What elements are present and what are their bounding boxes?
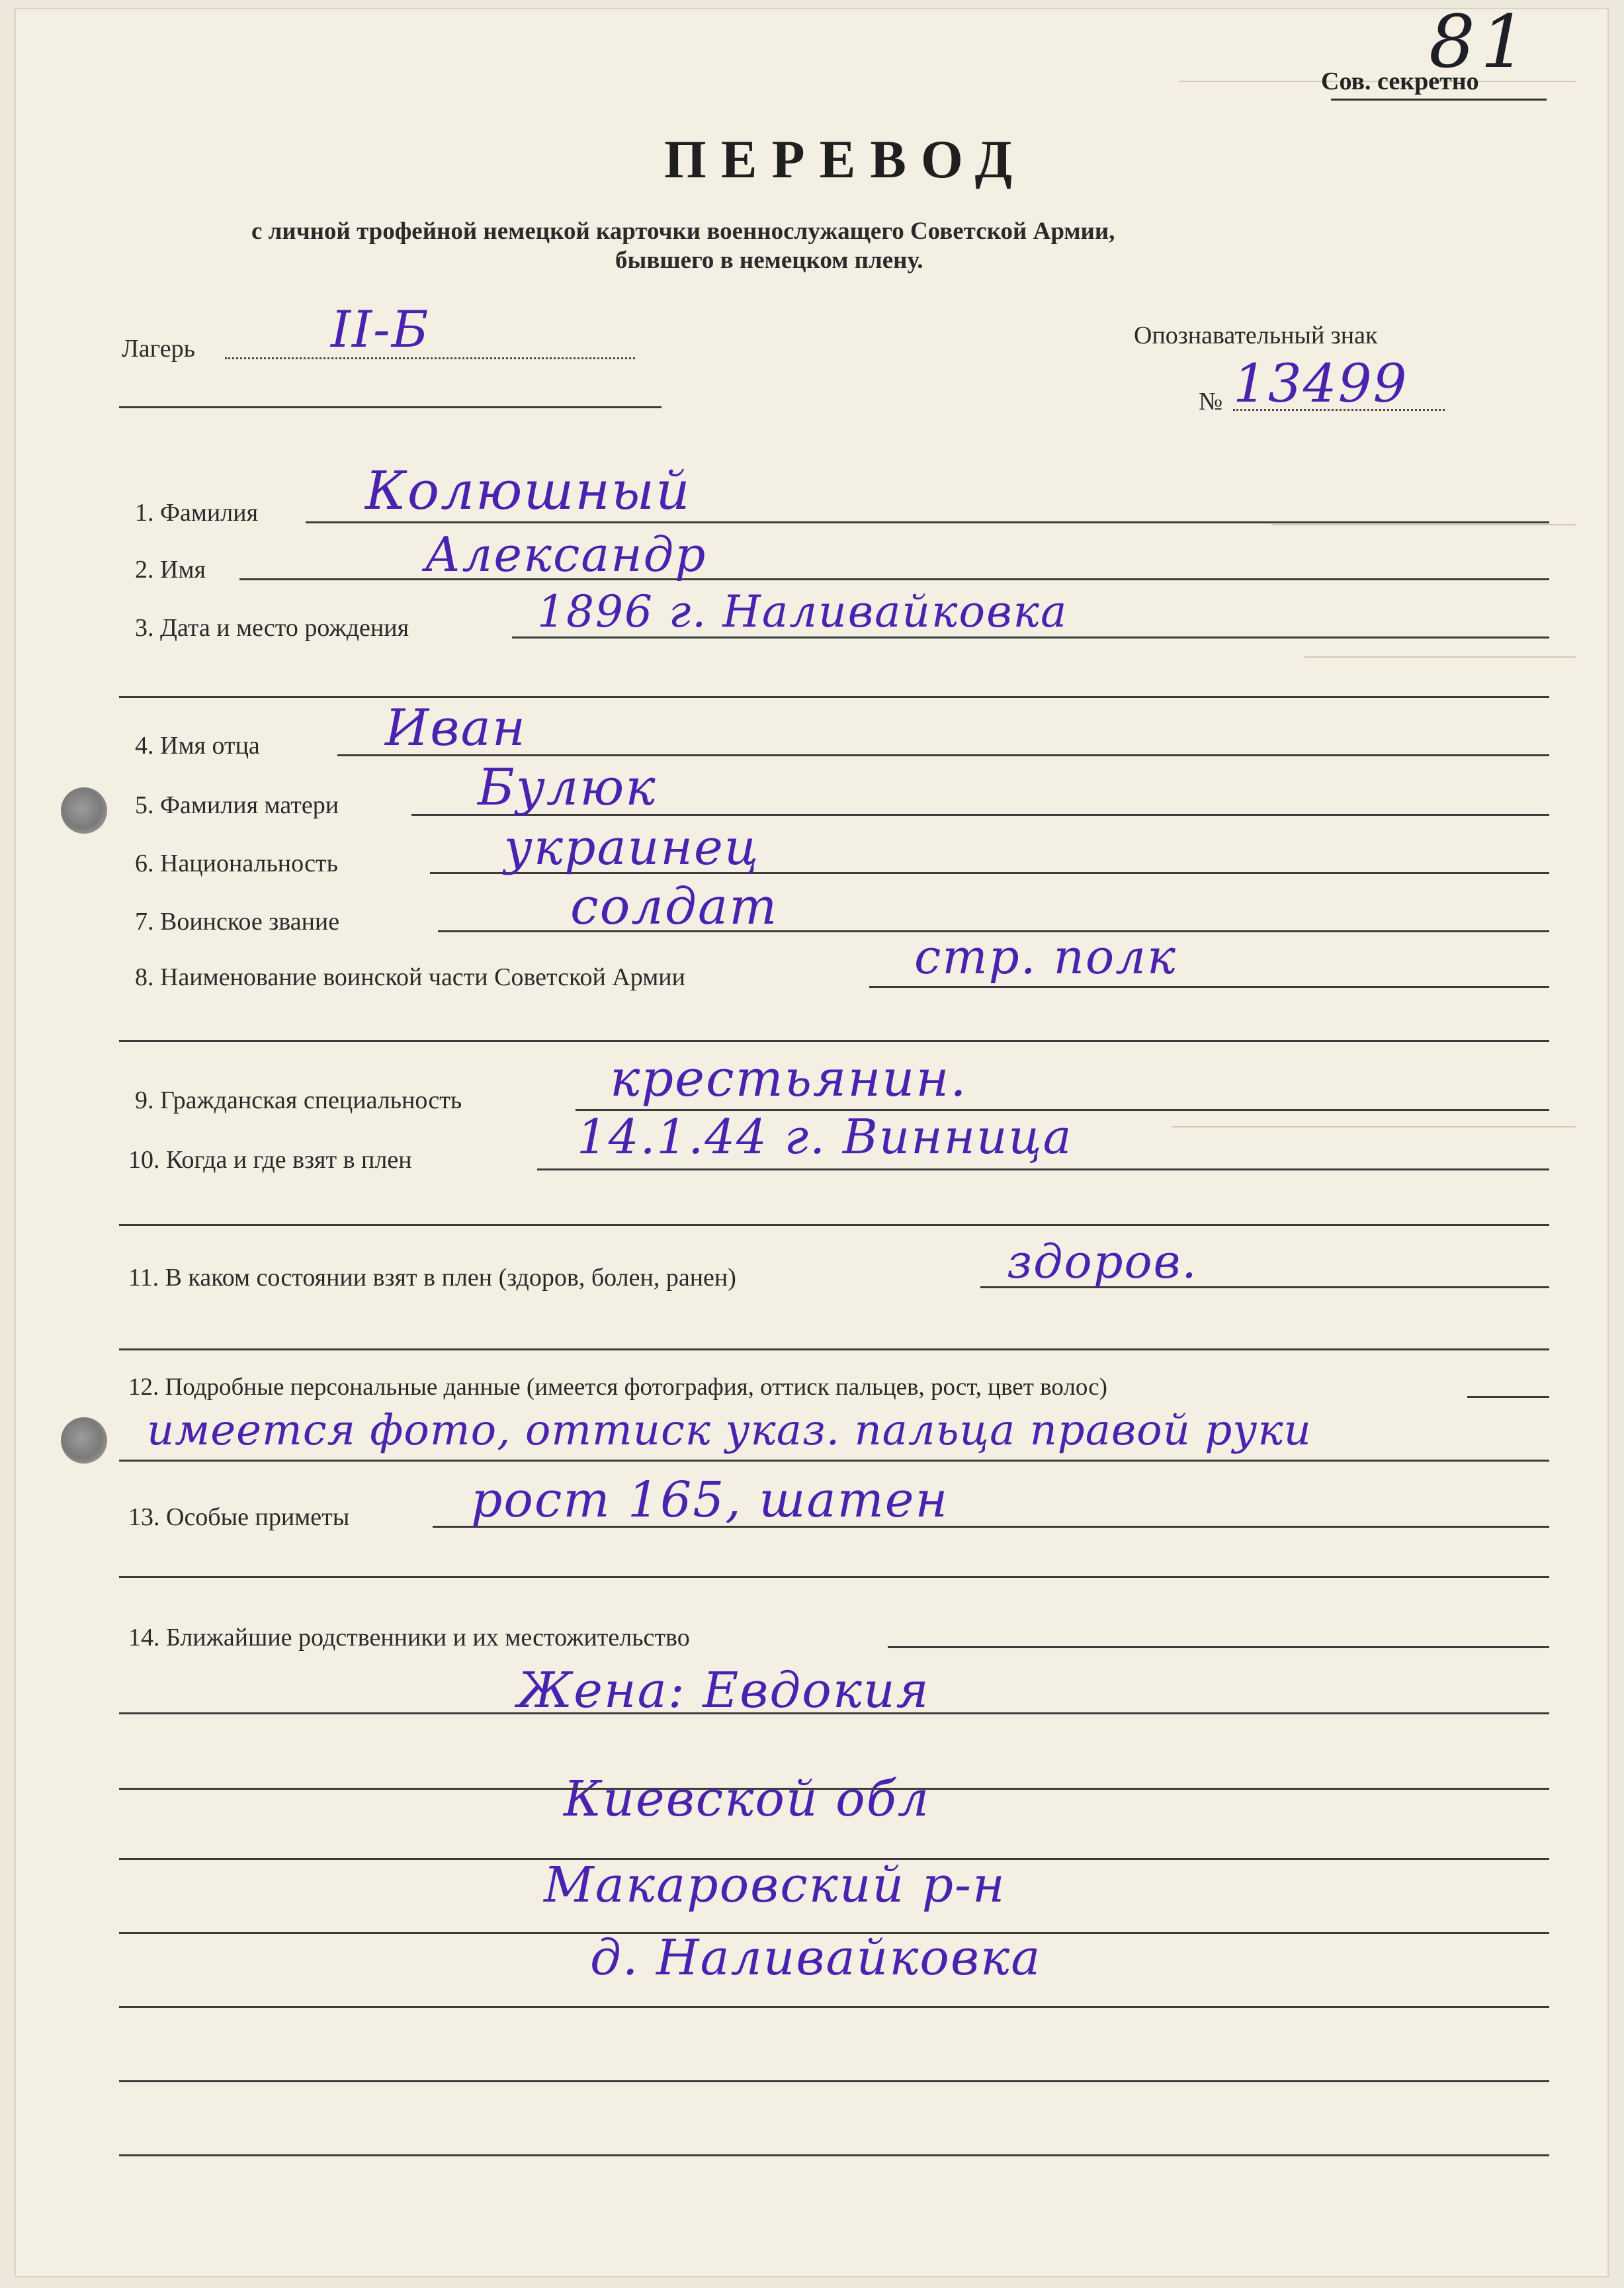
document-subtitle-line1: с личной трофейной немецкой карточки военнослужащего Советской Армии, (251, 218, 1115, 245)
field-captured-value: 14.1.44 г. Винница (577, 1109, 1073, 1165)
id-tag-label: Опознавательный знак (1134, 322, 1378, 349)
field-relatives-label: 14. Ближайшие родственники и их местожительство (128, 1624, 690, 1651)
relatives-line-3: Макаровский р-н (544, 1857, 1006, 1914)
field-birth-value: 1896 г. Наливайковка (537, 586, 1068, 637)
field-mother-value: Булюк (478, 758, 657, 816)
field-profession-label: 9. Гражданская специальность (135, 1086, 462, 1114)
document-sheet (15, 0, 1609, 2277)
field-unit-label: 8. Наименование воинской части Советской Армии (135, 963, 685, 991)
document-title: ПЕРЕВОД (664, 129, 1027, 189)
punch-hole-lower (61, 1417, 107, 1464)
field-mother-label: 5. Фамилия матери (135, 791, 339, 819)
relatives-line-1: Жена: Евдокия (517, 1662, 930, 1719)
field-personal-data-value: имеется фото, оттиск указ. пальца правой руки (147, 1406, 1312, 1455)
classification-mark: Сов. секретно (1321, 67, 1479, 95)
field-surname-label: 1. Фамилия (135, 499, 259, 527)
classification-underline (1331, 99, 1547, 101)
page-number: 81 (1429, 0, 1532, 84)
field-nationality-value: украинец (504, 819, 760, 876)
field-rank-value: солдат (570, 877, 779, 936)
field-profession-value: крестьянин. (610, 1049, 968, 1108)
field-rank-label: 7. Воинское звание (135, 908, 340, 936)
field-features-label: 13. Особые приметы (128, 1503, 350, 1531)
document-subtitle-line2: бывшего в немецком плену. (615, 247, 923, 274)
field-name-value: Александр (425, 527, 707, 582)
field-nationality-label: 6. Национальность (135, 850, 338, 877)
field-condition-label: 11. В каком состоянии взят в плен (здоров, болен, ранен) (128, 1264, 736, 1292)
field-name-label: 2. Имя (135, 556, 206, 584)
field-surname-value: Колюшный (365, 460, 691, 521)
id-tag-value: 13499 (1233, 353, 1408, 414)
field-condition-value: здоров. (1007, 1235, 1198, 1289)
relatives-line-2: Киевской обл (564, 1771, 930, 1827)
field-personal-data-label: 12. Подробные персональные данные (имеется фотография, оттиск пальцев, рост, цвет волос) (128, 1374, 1107, 1401)
field-father-value: Иван (385, 698, 527, 757)
field-father-label: 4. Имя отца (135, 732, 260, 760)
camp-value: II-Б (331, 300, 430, 359)
field-birth-label: 3. Дата и место рождения (135, 614, 409, 642)
punch-hole-upper (61, 787, 107, 834)
camp-label: Лагерь (122, 335, 195, 363)
field-captured-label: 10. Когда и где взят в плен (128, 1146, 412, 1174)
field-features-value: рост 165, шатен (471, 1472, 949, 1528)
relatives-line-4: д. Наливайковка (590, 1929, 1042, 1986)
id-tag-number-sign: № (1199, 388, 1223, 416)
field-unit-value: стр. полк (914, 929, 1177, 985)
